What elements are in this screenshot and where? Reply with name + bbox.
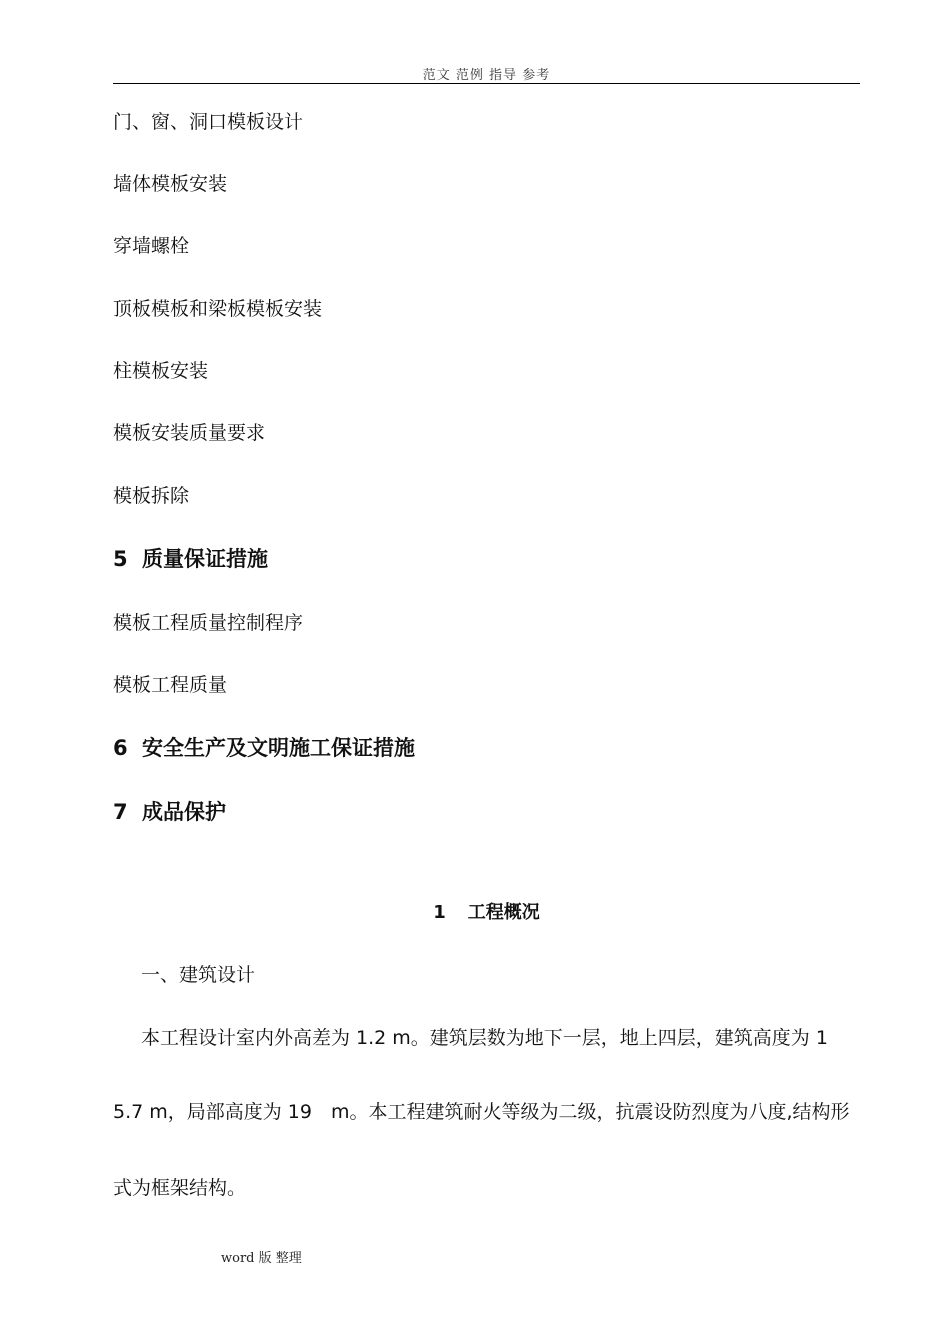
section-title: 成品保护 <box>142 800 226 824</box>
paragraph-line: 本工程设计室内外高差为 1.2 m。建筑层数为地下一层，地上四层，建筑高度为 1 <box>141 1027 828 1049</box>
toc-item: 模板拆除 <box>113 485 190 507</box>
toc-item: 门、窗、洞口模板设计 <box>113 111 304 133</box>
section-number: 5 <box>113 547 128 571</box>
subheading: 一、建筑设计 <box>141 964 256 986</box>
toc-item: 穿墙螺栓 <box>113 235 190 257</box>
toc-item: 顶板模板和梁板模板安装 <box>113 298 323 320</box>
section-heading-5 <box>113 549 268 570</box>
paragraph-line: 式为框架结构。 <box>113 1177 247 1199</box>
paragraph-line: 5.7 m，局部高度为 19 m。本工程建筑耐火等级为二级，抗震设防烈度为八度,结构形 <box>113 1101 850 1123</box>
toc-item: 模板安装质量要求 <box>113 422 266 444</box>
section-heading-7 <box>113 802 226 823</box>
toc-item: 模板工程质量控制程序 <box>113 612 304 634</box>
toc-item: 墙体模板安装 <box>113 173 228 195</box>
page-footer: word 版 整理 <box>221 1251 302 1266</box>
toc-item: 柱模板安装 <box>113 360 209 382</box>
chapter-number: 1 <box>433 902 446 923</box>
chapter-title: 工程概况 <box>467 902 540 923</box>
section-title: 安全生产及文明施工保证措施 <box>142 736 415 760</box>
section-heading-6 <box>113 738 415 759</box>
toc-item: 模板工程质量 <box>113 674 228 696</box>
section-title: 质量保证措施 <box>142 547 268 571</box>
section-number: 7 <box>113 800 128 824</box>
header-rule <box>113 83 860 84</box>
section-number: 6 <box>113 736 128 760</box>
chapter-heading <box>113 904 860 922</box>
page-header: 范文 范例 指导 参考 <box>422 68 551 83</box>
